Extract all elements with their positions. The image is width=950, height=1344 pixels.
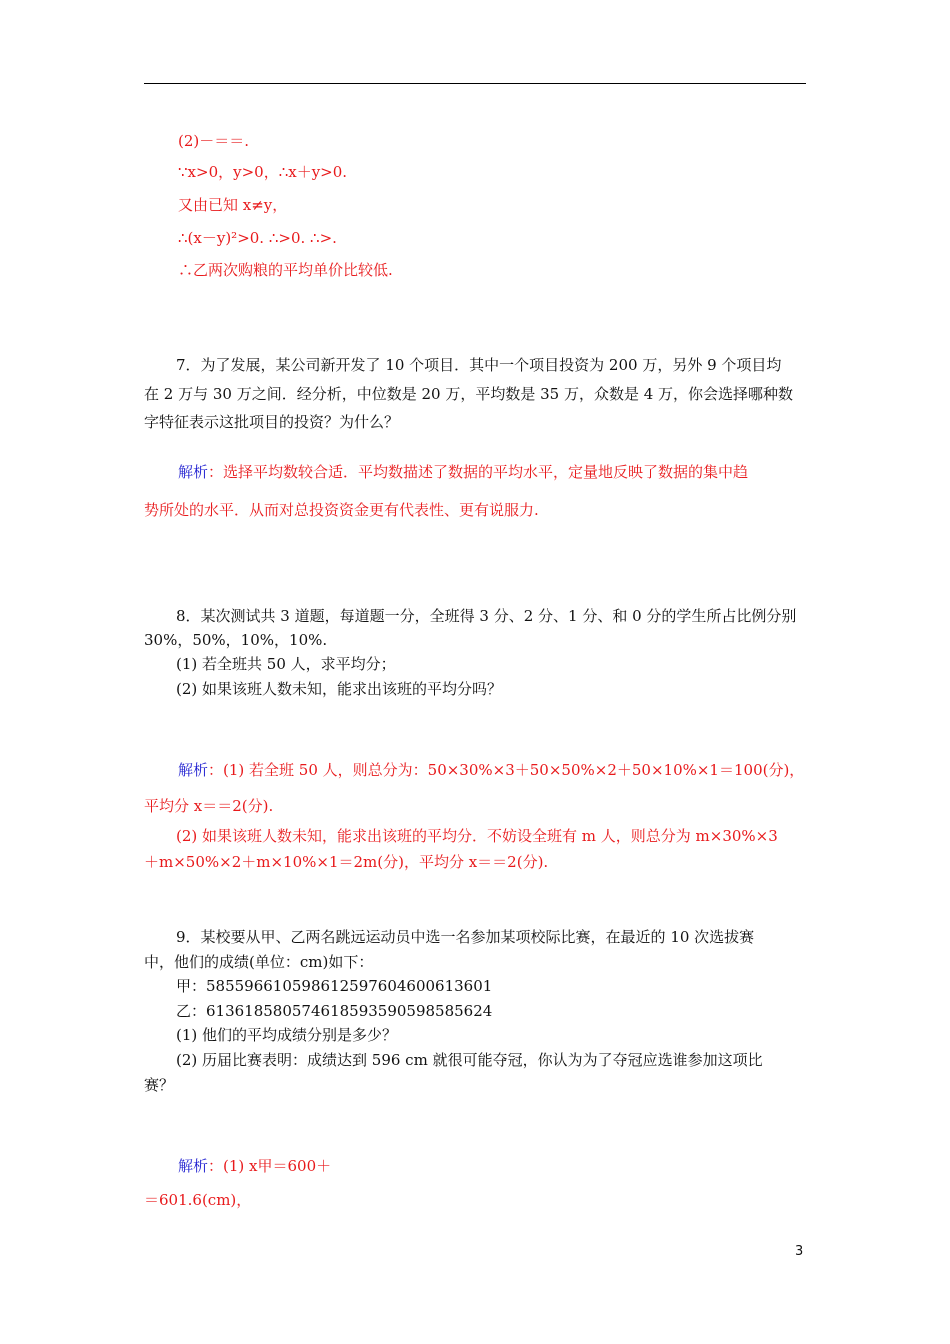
q7-answer-line: 势所处的水平．从而对总投资资金更有代表性、更有说服力.: [144, 501, 539, 519]
q8-question-line: (2) 如果该班人数未知，能求出该班的平均分吗？: [176, 680, 503, 698]
q7-question-line: 7．为了发展，某公司新开发了 10 个项目．其中一个项目投资为 200 万，另外 9 个项目均: [176, 356, 782, 374]
q8-question-line: 8．某次测试共 3 道题，每道题一分，全班得 3 分、2 分、1 分、和 0 分的学生所占比例分别: [176, 607, 797, 625]
q8-answer-line: 解析：(1) 若全班 50 人，则总分为：50×30%×3＋50×50%×2＋50×10%×1＝100(分)，: [178, 761, 805, 779]
q9-question-line: (1) 他们的平均成绩分别是多少？: [176, 1026, 398, 1044]
q6-solution-line: 又由已知 x≠y，: [178, 196, 288, 214]
answer-label: 解析: [178, 463, 209, 481]
q6-solution-line: ∴(x－y)²>0. ∴>0. ∴>.: [178, 229, 337, 247]
q6-solution-line: (2)－＝＝.: [178, 132, 250, 150]
answer-label: 解析: [178, 761, 209, 779]
q9-answer-line: ＝601.6(cm)，: [144, 1191, 252, 1209]
q7-question-line: 在 2 万与 30 万之间．经分析，中位数是 20 万，平均数是 35 万，众数是 4 万，你会选择哪种数: [144, 385, 794, 403]
q9-question-line: 甲：585596610598612597604600613601: [176, 977, 493, 995]
q8-question-line: 30%，50%，10%，10%.: [144, 631, 328, 649]
q9-question-line: 9．某校要从甲、乙两名跳远运动员中选一名参加某项校际比赛，在最近的 10 次选拔赛: [176, 928, 755, 946]
answer-label: 解析: [178, 1157, 209, 1175]
q6-solution-line: ∴乙两次购粮的平均单价比较低.: [178, 261, 393, 279]
q9-question-line: 中，他们的成绩(单位：cm)如下：: [144, 953, 374, 971]
q9-answer-line: 解析：(1) x甲＝600＋: [178, 1157, 332, 1175]
q7-answer-line: 解析：选择平均数较合适．平均数描述了数据的平均水平，定量地反映了数据的集中趋: [178, 463, 749, 481]
q8-answer-line: (2) 如果该班人数未知，能求出该班的平均分．不妨设全班有 m 人，则总分为 m×30%×3: [176, 827, 778, 845]
page-number: 3: [795, 1244, 804, 1259]
q9-question-line: 乙：613618580574618593590598585624: [176, 1002, 493, 1020]
q8-answer-line: ＋m×50%×2＋m×10%×1＝2m(分)，平均分 x＝＝2(分).: [144, 853, 549, 871]
q6-solution-line: ∵x>0，y>0，∴x＋y>0.: [178, 163, 348, 181]
q9-question-line: 赛？: [144, 1076, 175, 1094]
q9-question-line: (2) 历届比赛表明：成绩达到 596 cm 就很可能夺冠，你认为为了夺冠应选谁参加这项比: [176, 1051, 763, 1069]
q8-answer-line: 平均分 x＝＝2(分).: [144, 797, 274, 815]
header-rule: [144, 83, 806, 84]
q8-question-line: (1) 若全班共 50 人，求平均分；: [176, 655, 396, 673]
q7-question-line: 字特征表示这批项目的投资？为什么？: [144, 413, 400, 431]
